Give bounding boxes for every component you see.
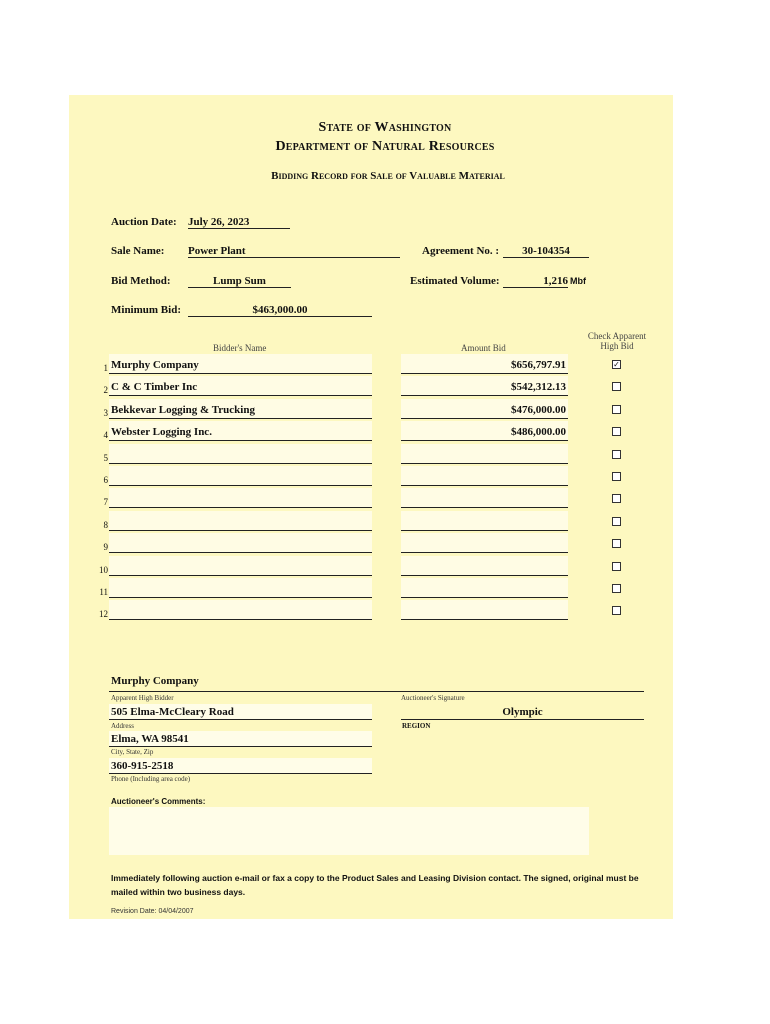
- bidder-name-field[interactable]: [109, 354, 372, 374]
- phone-value: 360-915-2518: [111, 760, 174, 772]
- est-volume-label: Estimated Volume:: [410, 275, 500, 287]
- amount-bid-value: $486,000.00: [511, 426, 566, 439]
- title-state: State of Washington: [318, 120, 452, 135]
- high-bid-checkbox[interactable]: ✓: [613, 360, 620, 369]
- auction-date-label: Auction Date:: [111, 216, 177, 228]
- bidder-name-field[interactable]: [109, 600, 372, 620]
- high-bid-checkbox[interactable]: [612, 517, 621, 526]
- row-number: 6: [103, 475, 108, 485]
- row-number: 12: [99, 609, 108, 620]
- amount-column-header: Amount Bid: [461, 343, 506, 353]
- title-department: Department of Natural Resources: [275, 139, 495, 154]
- address-value: 505 Elma-McCleary Road: [111, 706, 234, 718]
- check-header-line2: High Bid: [600, 341, 634, 351]
- high-bid-checkbox[interactable]: [612, 562, 621, 571]
- bidder-name-field[interactable]: [109, 376, 372, 396]
- bidder-name-field[interactable]: [109, 578, 372, 598]
- bidder-name-field[interactable]: [109, 533, 372, 553]
- high-bid-checkbox[interactable]: [612, 584, 621, 593]
- bid-method-label: Bid Method:: [111, 275, 171, 287]
- amount-bid-value: $542,312.13: [511, 381, 566, 394]
- high-bid-checkbox[interactable]: [612, 405, 621, 414]
- high-bid-checkbox[interactable]: [612, 382, 621, 391]
- bidder-name-field[interactable]: [109, 488, 372, 508]
- high-bid-checkbox[interactable]: [612, 539, 621, 548]
- high-bid-checkbox[interactable]: [612, 427, 621, 436]
- bidder-name-field[interactable]: [109, 556, 372, 576]
- high-bid-checkbox[interactable]: [612, 606, 621, 615]
- bidder-name-value: Webster Logging Inc.: [111, 426, 212, 439]
- bidder-name-field[interactable]: [109, 421, 372, 441]
- region-label: REGION: [402, 722, 431, 730]
- bidder-name-field[interactable]: [109, 511, 372, 531]
- high-bid-checkbox[interactable]: [612, 472, 621, 481]
- instructions-text: Immediately following auction e-mail or fax a copy to the Product Sales and Leasing Division contact. The signed, original must be mailed within two business days.: [111, 873, 639, 897]
- min-bid-label: Minimum Bid:: [111, 304, 181, 316]
- row-number: 5: [103, 452, 108, 463]
- agreement-field[interactable]: 30-104354: [503, 245, 589, 258]
- phone-field[interactable]: [109, 758, 372, 774]
- signature-label: Auctioneer's Signature: [401, 694, 465, 702]
- bidder-name-value: Murphy Company: [111, 359, 199, 371]
- row-number: 8: [103, 519, 108, 530]
- agreement-label: Agreement No. :: [422, 245, 500, 257]
- amount-bid-field[interactable]: [401, 556, 568, 576]
- sale-name-field[interactable]: Power Plant: [188, 245, 400, 258]
- row-number: 7: [103, 497, 108, 508]
- city-field[interactable]: [109, 731, 372, 747]
- amount-bid-value: $476,000.00: [511, 403, 566, 416]
- row-number: 10: [99, 564, 108, 575]
- auction-date-field[interactable]: July 26, 2023: [188, 216, 290, 229]
- winner-name[interactable]: Murphy Company: [111, 675, 199, 687]
- bidder-name-field[interactable]: [109, 466, 372, 486]
- city-label: City, State, Zip: [111, 748, 154, 756]
- amount-bid-field[interactable]: [401, 488, 568, 508]
- bidder-name-field[interactable]: [109, 399, 372, 419]
- high-bid-checkbox[interactable]: [612, 494, 621, 503]
- revision-date: Revision Date: 04/04/2007: [111, 908, 194, 915]
- amount-bid-value: $656,797.91: [511, 359, 566, 371]
- comments-box[interactable]: [109, 807, 589, 855]
- amount-bid-field[interactable]: [401, 578, 568, 598]
- region-field[interactable]: [401, 704, 644, 720]
- min-bid-field[interactable]: $463,000.00: [188, 304, 372, 317]
- divider-line: [109, 691, 644, 692]
- bidder-name-field[interactable]: [109, 444, 372, 464]
- amount-bid-field[interactable]: [401, 354, 568, 374]
- row-number: 3: [103, 407, 108, 418]
- amount-bid-field[interactable]: [401, 421, 568, 441]
- amount-bid-field[interactable]: [401, 399, 568, 419]
- row-number: 1: [103, 363, 108, 373]
- row-number: 4: [103, 430, 108, 441]
- comments-label: Auctioneer's Comments:: [111, 797, 206, 806]
- row-number: 9: [103, 542, 108, 553]
- amount-bid-field[interactable]: [401, 376, 568, 396]
- amount-bid-field[interactable]: [401, 533, 568, 553]
- sale-name-label: Sale Name:: [111, 245, 165, 257]
- region-value: Olympic: [502, 706, 543, 718]
- bid-method-field[interactable]: Lump Sum: [188, 275, 291, 288]
- row-number: 2: [103, 385, 108, 396]
- amount-bid-field[interactable]: [401, 600, 568, 620]
- form-subtitle: Bidding Record for Sale of Valuable Material: [271, 170, 505, 182]
- address-field[interactable]: [109, 704, 372, 720]
- check-header-line1: Check Apparent: [587, 331, 647, 341]
- bidder-column-header: Bidder's Name: [213, 343, 267, 353]
- city-value: Elma, WA 98541: [111, 733, 189, 745]
- winner-name-label: Apparent High Bidder: [111, 694, 174, 702]
- high-bid-checkbox[interactable]: [612, 450, 621, 459]
- row-number: 11: [99, 587, 108, 597]
- amount-bid-field[interactable]: [401, 466, 568, 486]
- est-volume-unit: Mbf: [570, 276, 586, 286]
- check-column-header: [580, 331, 654, 351]
- est-volume-field[interactable]: 1,216: [503, 275, 568, 288]
- amount-bid-field[interactable]: [401, 511, 568, 531]
- phone-label: Phone (Including area code): [111, 775, 191, 783]
- amount-bid-field[interactable]: [401, 444, 568, 464]
- address-label: Address: [111, 722, 134, 730]
- bidder-name-value: C & C Timber Inc: [111, 381, 198, 394]
- bidder-name-value: Bekkevar Logging & Trucking: [111, 403, 255, 416]
